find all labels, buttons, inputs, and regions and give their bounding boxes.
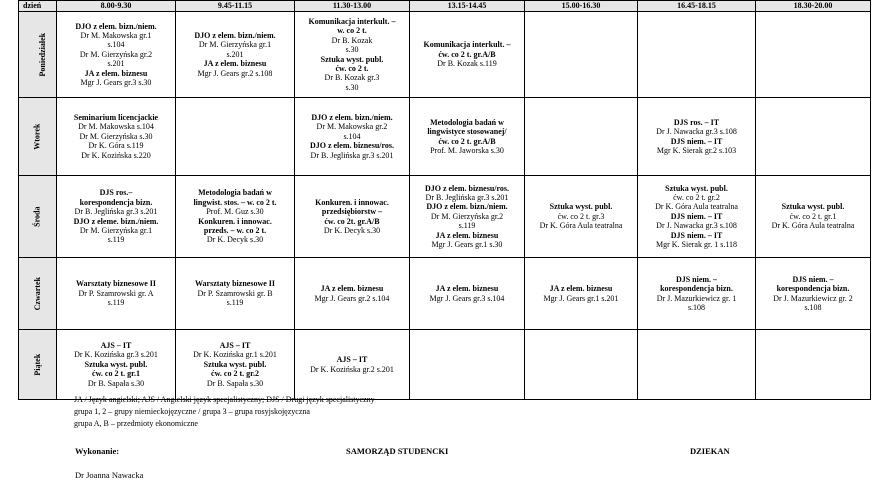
class-line: s.119 [458,221,476,231]
class-line: Dr M. Gierzyńska gr.1 [79,225,153,235]
class-cell [57,176,176,258]
class-line: Dr B. Sapała s.30 [206,378,264,388]
class-cell [638,330,756,400]
day-cell [19,330,57,400]
class-line: Dr M. Makowska gr.1 [80,30,152,40]
day-cell [19,176,57,258]
class-line: JA z elem. biznesu [435,284,499,294]
class-line: Dr K. Kozińska gr.2 s.201 [310,364,394,374]
class-line: Dr K. Góra Aula teatralna [539,221,623,231]
class-line: Prof. M. Guz s.30 [206,207,264,217]
class-cell [176,330,295,400]
slot-header: 8.00-9.30 [57,1,176,12]
class-line: Dr K. Decyk s.30 [206,235,264,245]
class-cell [525,12,638,98]
schedule-row [19,258,871,330]
class-line: s.201 [226,49,244,59]
day-label: Wtorek [32,123,42,150]
class-line: DJO z elem. biznesu/ros. [309,141,395,151]
class-cell [57,98,176,176]
class-line: Dr B. Kozak s.119 [437,59,497,69]
class-line: AJS – IT [100,340,132,350]
class-line: ćw. co 2 t. gr.A/B [438,49,496,59]
class-line: s.108 [804,302,822,312]
slot-header: 18.30-20.00 [756,1,871,12]
class-line: s.30 [345,82,359,92]
class-cell [525,98,638,176]
slot-header: 9.45-11.15 [176,1,295,12]
class-line: Warsztaty biznesowe II [195,279,275,289]
class-line: DJO z elem. bizn./niem. [194,30,276,40]
class-line: Dr P. Szamrowski gr. A [78,288,154,298]
class-cell [176,258,295,330]
class-line: Dr B. Sapała s.30 [87,378,145,388]
class-cell [756,258,871,330]
class-line: Sztuka wyst. publ. [320,54,384,64]
class-line: Dr K. Góra s.119 [88,141,144,151]
class-line: w. co 2 t. [337,26,367,36]
class-line: Dr B. Kozak [331,35,373,45]
class-cell [57,258,176,330]
class-line: s.119 [226,298,244,308]
class-line: s.30 [345,45,359,55]
class-line: Sztuka wyst. publ. [781,202,845,212]
legend-line: grupa 1, 2 – grupy niemieckojęzyczne / grupa 3 – grupa rosyjskojęzyczna [74,407,310,416]
class-line: lingwistyce stosowanej/ [427,127,507,137]
class-line: ćw. co 2 t. gr.2 [673,192,720,202]
class-line: Konkuren. i innowac. [315,197,389,207]
class-cell [638,258,756,330]
class-line: DJS niem. – IT [670,136,723,146]
class-line: DJS niem. – IT [670,211,723,221]
class-line: Komunikacja interkult. – [308,16,396,26]
class-line: Dr K. Kozińska s.220 [81,150,151,160]
class-line: AJS – IT [336,355,368,365]
class-line: DJO z elem. bizn./niem. [75,21,157,31]
class-line: Sztuka wyst. publ. [84,359,148,369]
class-line: Dr M. Makowska gr.2 [316,122,388,132]
class-line: Sztuka wyst. publ. [549,202,613,212]
class-cell [525,176,638,258]
schedule-row [19,330,871,400]
class-cell [295,258,410,330]
class-cell [176,12,295,98]
class-cell [525,258,638,330]
schedule-row [19,12,871,98]
schedule-table [18,0,871,400]
class-line: Komunikacja interkult. – [423,40,511,50]
class-line: DJS niem. – IT [670,230,723,240]
day-label: Piątek [32,353,42,376]
class-line: JA z elem. biznesu [203,59,267,69]
class-line: Metodologia badań w [430,117,504,127]
class-cell [410,176,525,258]
class-line: Dr B. Jeglińska gr.3 s.201 [74,207,158,217]
class-line: Dr B. Jeglińska gr.3 s.201 [425,192,509,202]
class-line: Dr J. Nawacka gr.3 s.108 [656,127,737,137]
slot-header: 16.45-18.15 [638,1,756,12]
class-cell [756,98,871,176]
class-line: Dr K. Góra Aula teatralna [771,221,855,231]
day-header: dzień [19,1,57,12]
class-line: AJS – IT [219,340,251,350]
day-label: Środa [32,206,42,227]
class-line: przeds. – w. co 2 t. [203,225,267,235]
class-line: korespondencja bizn. [660,284,733,294]
class-line: korespondencja bizn. [776,284,850,294]
class-line: Mgr K. Sierak gr. 1 s.118 [655,240,738,250]
class-line: Dr M. Makowska s.104 [78,122,154,132]
class-line: Dr P. Szamrowski gr. B [197,288,273,298]
day-label: Poniedziałek [38,32,48,77]
prepared-label: Wykonanie: [75,446,120,456]
class-line: s.201 [107,59,125,69]
class-line: s.119 [107,235,125,245]
class-line: Mgr K. Sierak gr.2 s.103 [656,145,737,155]
class-line: Dr B. Kozak gr.3 [324,73,380,83]
class-line: Dr J. Mazurkiewicz gr. 2 [773,293,853,303]
class-cell [410,330,525,400]
class-cell [295,98,410,176]
day-label: Czwartek [32,276,42,311]
student-council-label: SAMORZĄD STUDENCKI [346,446,449,456]
class-line: Sztuka wyst. publ. [665,183,728,193]
class-cell [57,330,176,400]
class-line: DJO z elem. bizn./niem. [311,112,393,122]
class-cell [295,330,410,400]
class-cell [176,98,295,176]
class-line: Sztuka wyst. publ. [203,359,267,369]
class-line: Dr J. Nawacka gr.3 s.108 [656,221,737,231]
class-cell [756,12,871,98]
class-line: Mgr J. Gears gr.2 s.108 [197,68,273,78]
class-cell [756,330,871,400]
legend [74,394,375,430]
class-line: Dr M. Gierzyńska gr.1 [198,40,272,50]
class-line: Warsztaty biznesowe II [76,279,156,289]
day-cell [19,98,57,176]
class-line: s.104 [343,131,361,141]
class-cell [410,258,525,330]
class-line: Mgr J. Gears gr.1 s.201 [543,293,619,303]
class-line: ćw. co 2 t. gr.1 [92,369,140,379]
class-cell [638,12,756,98]
class-cell [638,98,756,176]
class-line: s.104 [107,40,125,50]
class-cell [525,330,638,400]
schedule-row [19,98,871,176]
class-line: Mgr J. Gears gr.1 s.30 [431,240,503,250]
class-line: ćw. co 2t. gr.A/B [324,216,380,226]
class-line: ćw. co 2 t. gr.1 [789,211,837,221]
class-line: Dr M. Gierzyńska s.30 [79,131,153,141]
class-cell [295,12,410,98]
class-cell [295,176,410,258]
class-line: DJS niem. – [675,274,718,284]
class-line: Mgr J. Gears gr.2 s.104 [314,293,390,303]
class-line: DJO z elem. bizn./niem. [426,202,508,212]
class-line: DJS ros.– [99,188,133,198]
class-line: JA z elem. biznesu [549,284,613,294]
header-row [19,1,871,12]
class-line: Dr B. Jeglińska gr.3 s.201 [310,150,394,160]
class-line: Dr K. Kozińska gr.1 s.201 [193,350,277,360]
class-line: Dr K. Góra Aula teatralna [655,202,738,212]
class-line: Dr K. Kozińska gr.3 s.201 [74,350,158,360]
class-line: DJO z elem. biznesu/ros. [424,183,510,193]
class-line: przedsiębiorstw – [321,207,383,217]
class-line: JA z elem. biznesu [435,230,499,240]
class-line: ćw. co 2 t. gr.3 [557,211,605,221]
class-cell [410,98,525,176]
class-cell [176,176,295,258]
class-line: Dr M. Gierzyńska gr.2 [430,211,504,221]
class-line: s.108 [687,302,706,312]
schedule-row [19,176,871,258]
class-line: ćw. co 2 t. [335,63,369,73]
dean-label: DZIEKAN [690,446,730,456]
class-line: DJO z eleme. bizn./niem. [73,216,159,226]
class-cell [57,12,176,98]
legend-line: JA / Język angielski; AJS / Angielski język specjalistyczny; DJS / Drugi język specjalistyczny [74,395,375,404]
class-line: JA z elem. biznesu [320,284,384,294]
class-line: Prof. M. Jaworska s.30 [430,145,504,155]
class-line: Dr J. Mazurkiewicz gr. 1 [656,293,737,303]
class-line: DJS ros. – IT [673,117,720,127]
class-line: Seminarium licencjackie [73,112,159,122]
class-cell [756,176,871,258]
slot-header: 15.00-16.30 [525,1,638,12]
class-line: ćw. co 2 t. gr.2 [211,369,259,379]
class-line: DJS niem. – [792,274,834,284]
class-line: korespondencja bizn. [79,197,153,207]
class-cell [410,12,525,98]
class-line: Mgr J. Gears gr.3 s.104 [429,293,505,303]
class-cell [638,176,756,258]
day-cell [19,12,57,98]
class-line: JA z elem. biznesu [84,68,148,78]
class-line: Konkuren. i innowac. [198,216,272,226]
slot-header: 11.30-13.00 [295,1,410,12]
slot-header: 13.15-14.45 [410,1,525,12]
class-line: lingwist. stos. – w. co 2 t. [193,197,277,207]
prepared-by-name: Dr Joanna Nawacka [75,470,144,480]
class-line: Dr M. Gierzyńska gr.2 [79,49,153,59]
class-line: Metodologia badań w [198,188,272,198]
class-line: Mgr J. Gears gr.3 s.30 [80,78,152,88]
legend-line: grupa A, B – przedmioty ekonomiczne [74,419,198,428]
class-line: ćw. co 2 t. gr.A/B [438,136,496,146]
day-cell [19,258,57,330]
class-line: Dr K. Decyk s.30 [323,225,381,235]
class-line: s.119 [107,298,125,308]
